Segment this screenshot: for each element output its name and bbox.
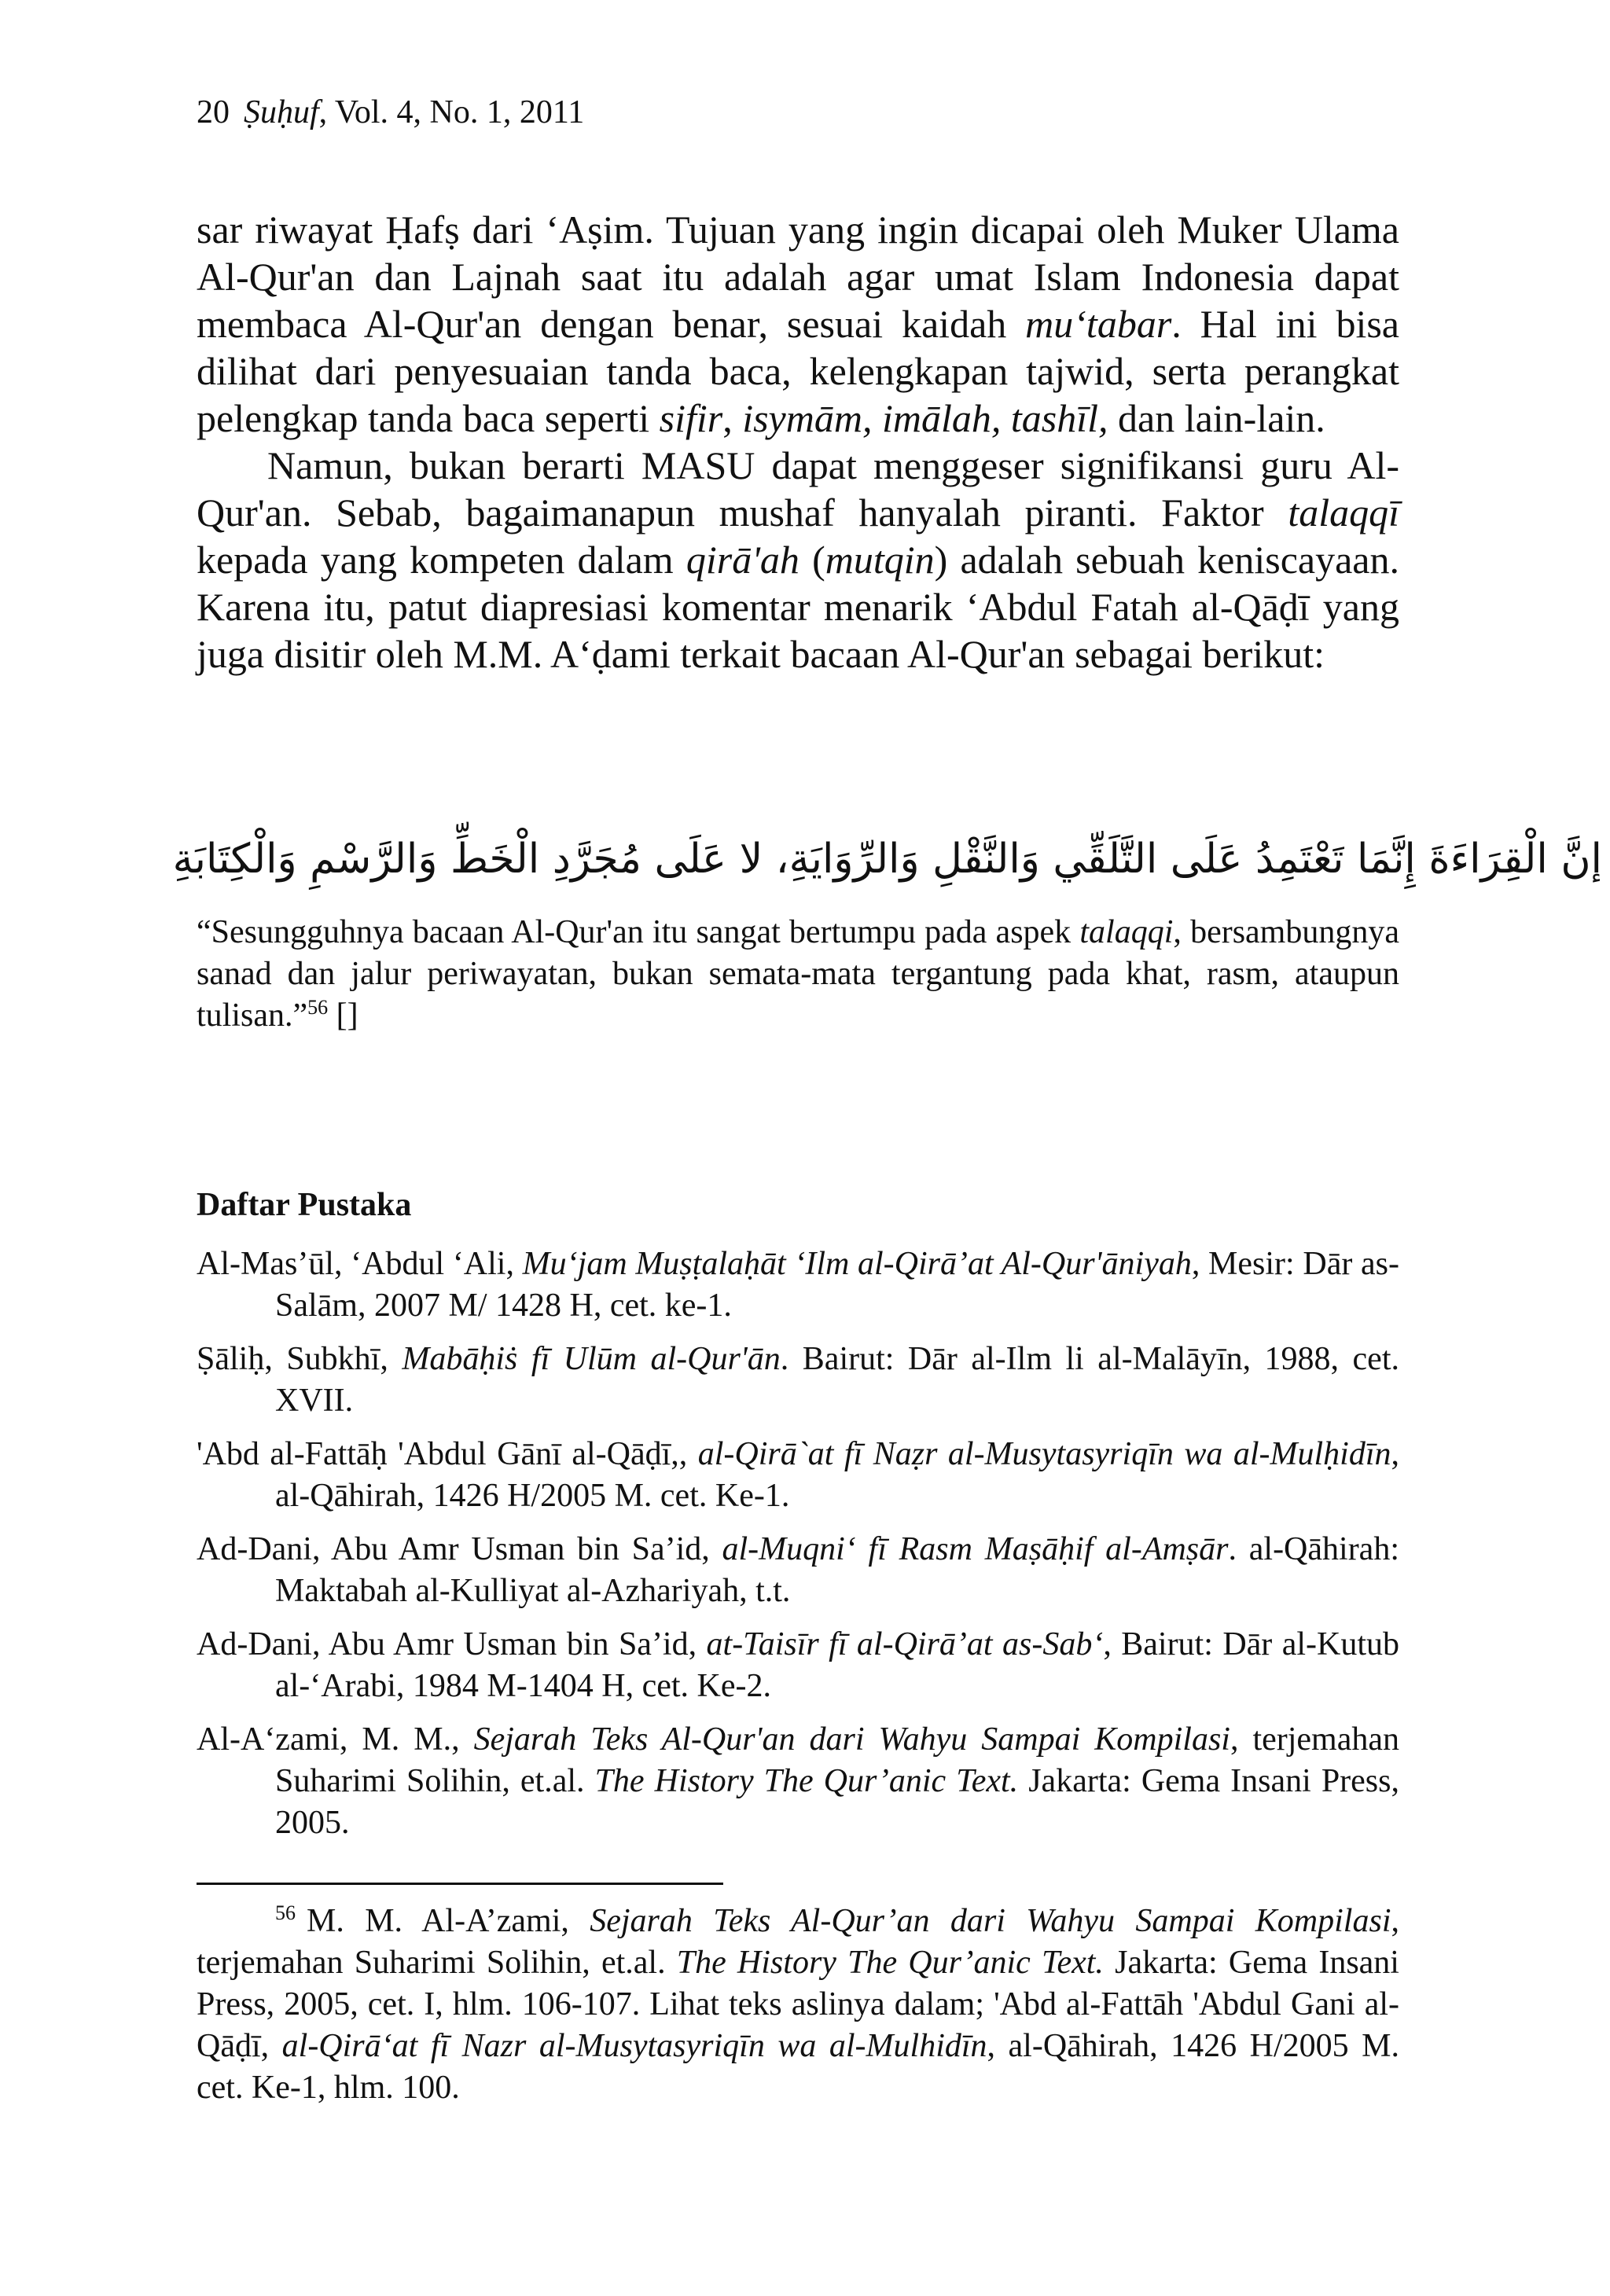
reference-item: Ad-Dani, Abu Amr Usman bin Sa’id, al-Muqni‘ fī Rasm Maṣāḥif al-Amṣār. al-Qāhirah: Maktabah al-Kulliyat al-Azhariyah, t.t. [197, 1531, 1399, 1609]
footnote-divider [197, 1883, 723, 1885]
reference-item: 'Abd al-Fattāḥ 'Abdul Gānī al-Qāḍī,, al-Qirā`at fī Naẓr al-Musytasyriqīn wa al-Mulḥidīn, al-Qāhirah, 1426 H/2005 M. cet. Ke-1. [197, 1436, 1399, 1514]
quote-translation: “Sesungguhnya bacaan Al-Qur'an itu sangat bertumpu pada aspek talaqqi, bersambungnya sanad dan jalur periwayatan, bukan semata-mata tergantung pada khat, rasm, ataupun tulisan.”$^{56}$ [] [197, 914, 1399, 1034]
reference-item: Al-Mas’ūl, ‘Abdul ‘Ali, Mu‘jam Muṣṭalaḥāt ‘Ilm al-Qirā’at Al-Qur'āniyah, Mesir: Dār as-Salām, 2007 M/ 1428 H, cet. ke-1. [197, 1246, 1399, 1324]
reference-item: Ad-Dani, Abu Amr Usman bin Sa’id, at-Taisīr fī al-Qirā’at as-Sab‘, Bairut: Dār al-Kutub al-‘Arabi, 1984 M-1404 H, cet. Ke-2. [197, 1626, 1400, 1704]
references-heading: Daftar Pustaka [197, 1187, 412, 1223]
end-mark: [] [328, 997, 358, 1034]
arabic-quotation: إنَّ الْقِرَاءَةَ إِنَّمَا تَعْتَمِدُ عَلَى التَّلَقِّي وَالنَّقْلِ وَالرِّوَايَةِ، لا عَلَى مُجَرَّدِ الْخَطِّ وَالرَّسْمِ وَالْكِتَابَةِ [172, 836, 1602, 883]
reference-item: Al-A‘zami, M. M., Sejarah Teks Al-Qur'an dari Wahyu Sampai Kompilasi, terjemahan Suharimi Solihin, et.al. The History The Qur’anic Text. Jakarta: Gema Insani Press, 2005. [197, 1721, 1400, 1841]
journal-name: Ṣuḥuf [244, 94, 319, 130]
running-header [197, 93, 584, 132]
footnote-reference[interactable]: 56 [307, 996, 329, 1019]
page-number: 20 [197, 94, 230, 130]
paragraph-2: Namun, bukan berarti MASU dapat menggeser signifikansi guru Al-Qur'an. Sebab, bagaimanapun mushaf hanyalah piranti. Faktor talaqqī kepada yang kompeten dalam qirā'ah (mutqin) adalah sebuah keniscayaan. Karena itu, patut diapresiasi komentar menarik ‘Abdul Fatah al-Qāḍī yang juga disitir oleh M.M. A‘ḍami terkait bacaan Al-Qur'an sebagai berikut: [197, 443, 1399, 676]
reference-item: Ṣāliḥ, Subkhī, Mabāḥiṡ fī Ulūm al-Qur'ān. Bairut: Dār al-Ilm li al-Malāyīn, 1988, cet. XVII. [197, 1341, 1399, 1419]
body-text [197, 206, 1399, 678]
reference-list [197, 1244, 1399, 1856]
journal-issue: , Vol. 4, No. 1, 2011 [318, 94, 585, 130]
paragraph-1: sar riwayat Ḥafṣ dari ‘Aṣim. Tujuan yang ingin dicapai oleh Muker Ulama Al-Qur'an dan Lajnah saat itu adalah agar umat Islam Indonesia dapat membaca Al-Qur'an dengan benar, sesuai kaidah mu‘tabar. Hal ini bisa dilihat dari penyesuaian tanda baca, kelengkapan tajwid, serta perangkat pelengkap tanda baca seperti sifir, isymām, imālah, tashīl, dan lain-lain. [197, 208, 1399, 440]
footnote-number: 56 [275, 1901, 296, 1924]
footnote: $^{56}$ M. M. Al-A’zami, Sejarah Teks Al-Qur’an dari Wahyu Sampai Kompilasi, terjemahan Suharimi Solihin, et.al. The History The Qur’anic Text. Jakarta: Gema Insani Press, 2005, cet. I, hlm. 106-107. Lihat teks aslinya dalam; 'Abd al-Fattāh 'Abdul Gani al-Qāḍī, al-Qirā‘at fī Nazr al-Musytasyriqīn wa al-Mulhidīn, al-Qāhirah, 1426 H/2005 M. cet. Ke-1, hlm. 100. [197, 1901, 1399, 2106]
